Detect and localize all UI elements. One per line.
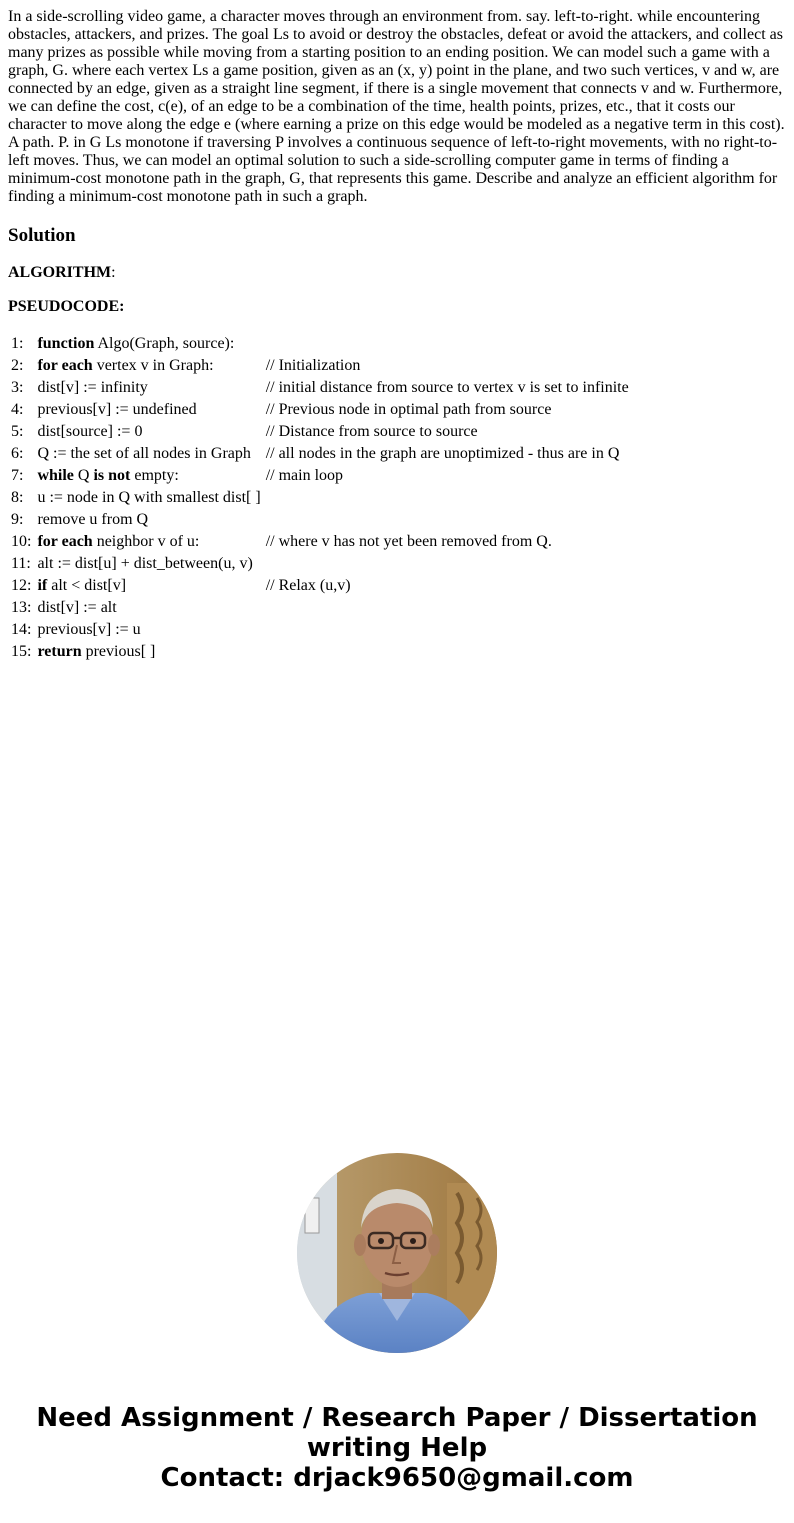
code-line-number: 10: (11, 533, 32, 550)
code-line (8, 619, 631, 641)
code-text: previous[v] := undefined (37, 401, 197, 418)
footer-line-1: Need Assignment / Research Paper / Dissertation (36, 1403, 758, 1433)
code-line-number: 9: (11, 511, 24, 528)
code-line-statement (35, 421, 262, 443)
code-line-statement (35, 377, 262, 399)
code-line (8, 443, 631, 465)
code-line-comment (263, 597, 631, 619)
code-line-comment (263, 641, 631, 663)
code-line-number: 15: (11, 643, 32, 660)
code-line (8, 465, 631, 487)
code-line-comment: // Previous node in optimal path from source (265, 401, 552, 418)
code-line-comment: // where v has not yet been removed from Q. (265, 533, 552, 550)
author-avatar (297, 1153, 497, 1353)
code-line (8, 333, 631, 355)
code-line (8, 575, 631, 597)
code-line-statement (35, 487, 262, 509)
code-keyword: for each (37, 533, 93, 550)
code-keyword: if (37, 577, 48, 594)
code-line-statement (35, 509, 262, 531)
code-line (8, 641, 631, 663)
code-line (8, 355, 631, 377)
code-line-number: 8: (11, 489, 24, 506)
code-line (8, 399, 631, 421)
code-line-comment: // Initialization (265, 357, 361, 374)
code-line-number: 5: (11, 423, 24, 440)
footer-line-3: Contact: drjack9650@gmail.com (160, 1463, 634, 1493)
code-keyword: is not (93, 467, 131, 484)
code-line-comment (263, 619, 631, 641)
code-line (8, 597, 631, 619)
code-text: Q := the set of all nodes in Graph (37, 445, 251, 462)
code-text: Q (73, 467, 94, 484)
code-line-statement (35, 443, 262, 465)
code-keyword: function (37, 335, 95, 352)
question-text: In a side-scrolling video game, a character moves through an environment from. say. left-to-right. while encountering obstacles, attackers, and prizes. The goal Ls to avoid or destroy the obstacles, defeat or avoid the attackers, and collect as many prizes as possible while moving from a starting position to an ending position. We can model such a game with a graph, G. where each vertex Ls a game position, given as an (x, y) point in the plane, and two such vertices, v and w, are connected by an edge, given as a straight line segment, if there is a single movement that connects v and w. Furthermore, we can define the cost, c(e), of an edge to be a combination of the time, health points, prizes, etc., that it costs our character to move along the edge e (where earning a prize on this edge would be modeled as a negative term in this cost). A path. P. in G Ls monotone if traversing P involves a continuous sequence of left-to-right movements, with no right-to-left moves. Thus, we can model an optimal solution to such a side-scrolling computer game in terms of finding a minimum-cost monotone path in the graph, G, that represents this game. Describe and analyze an efficient algorithm for finding a minimum-cost monotone path in such a graph. (8, 8, 785, 205)
code-text: previous[v] := u (37, 621, 141, 638)
code-line-comment (263, 553, 631, 575)
code-text: u := node in Q with smallest dist[ ] (37, 489, 261, 506)
code-line-statement (35, 553, 262, 575)
code-line-number: 14: (11, 621, 32, 638)
code-line-statement (35, 575, 262, 597)
code-text: neighbor v of u: (92, 533, 200, 550)
code-line-number: 3: (11, 379, 24, 396)
code-line-number: 11: (11, 555, 31, 572)
contact-footer (0, 1403, 794, 1493)
code-line-comment: // initial distance from source to vertex v is set to infinite (265, 379, 629, 396)
code-line (8, 509, 631, 531)
code-line-number: 13: (11, 599, 32, 616)
code-text: alt := dist[u] + dist_between(u, v) (37, 555, 253, 572)
code-text: remove u from Q (37, 511, 149, 528)
code-line (8, 487, 631, 509)
code-line-statement (35, 619, 262, 641)
code-line-number: 1: (11, 335, 24, 352)
code-line-number: 6: (11, 445, 24, 462)
code-line-comment: // Distance from source to source (265, 423, 478, 440)
pseudocode-table (8, 333, 631, 663)
pseudocode-label: PSEUDOCODE: (8, 298, 125, 315)
code-line-statement (35, 641, 262, 663)
code-text: alt < dist[v] (47, 577, 127, 594)
code-line (8, 553, 631, 575)
algorithm-label (8, 264, 116, 282)
code-text: dist[source] := 0 (37, 423, 143, 440)
code-keyword: return (37, 643, 82, 660)
code-line-comment (263, 487, 631, 509)
code-line (8, 421, 631, 443)
author-portrait-image (297, 1153, 497, 1353)
code-line-number: 12: (11, 577, 32, 594)
code-text: vertex v in Graph: (92, 357, 214, 374)
code-line-statement (35, 465, 262, 487)
code-line-comment: // Relax (u,v) (265, 577, 351, 594)
code-text: Algo(Graph, source): (94, 335, 235, 352)
algorithm-label-text: ALGORITHM (8, 264, 112, 281)
code-line-comment: // main loop (265, 467, 344, 484)
code-line-comment: // all nodes in the graph are unoptimized - thus are in Q (265, 445, 620, 462)
code-line-number: 2: (11, 357, 24, 374)
code-line-number: 7: (11, 467, 24, 484)
code-text: dist[v] := alt (37, 599, 117, 616)
solution-heading: Solution (8, 225, 76, 246)
code-keyword: while (37, 467, 74, 484)
code-line (8, 377, 631, 399)
code-line-statement (35, 531, 262, 553)
code-line-statement (35, 355, 262, 377)
code-line-statement (35, 399, 262, 421)
footer-line-2: writing Help (306, 1433, 488, 1463)
code-line-statement (35, 597, 262, 619)
code-keyword: for each (37, 357, 93, 374)
code-text: dist[v] := infinity (37, 379, 148, 396)
code-line-comment (263, 509, 631, 531)
code-text: previous[ ] (81, 643, 156, 660)
code-line (8, 531, 631, 553)
code-line-number: 4: (11, 401, 24, 418)
code-text: empty: (130, 467, 179, 484)
algorithm-label-colon: : (111, 264, 116, 281)
code-line-comment (263, 333, 631, 355)
code-line-statement (35, 333, 262, 355)
